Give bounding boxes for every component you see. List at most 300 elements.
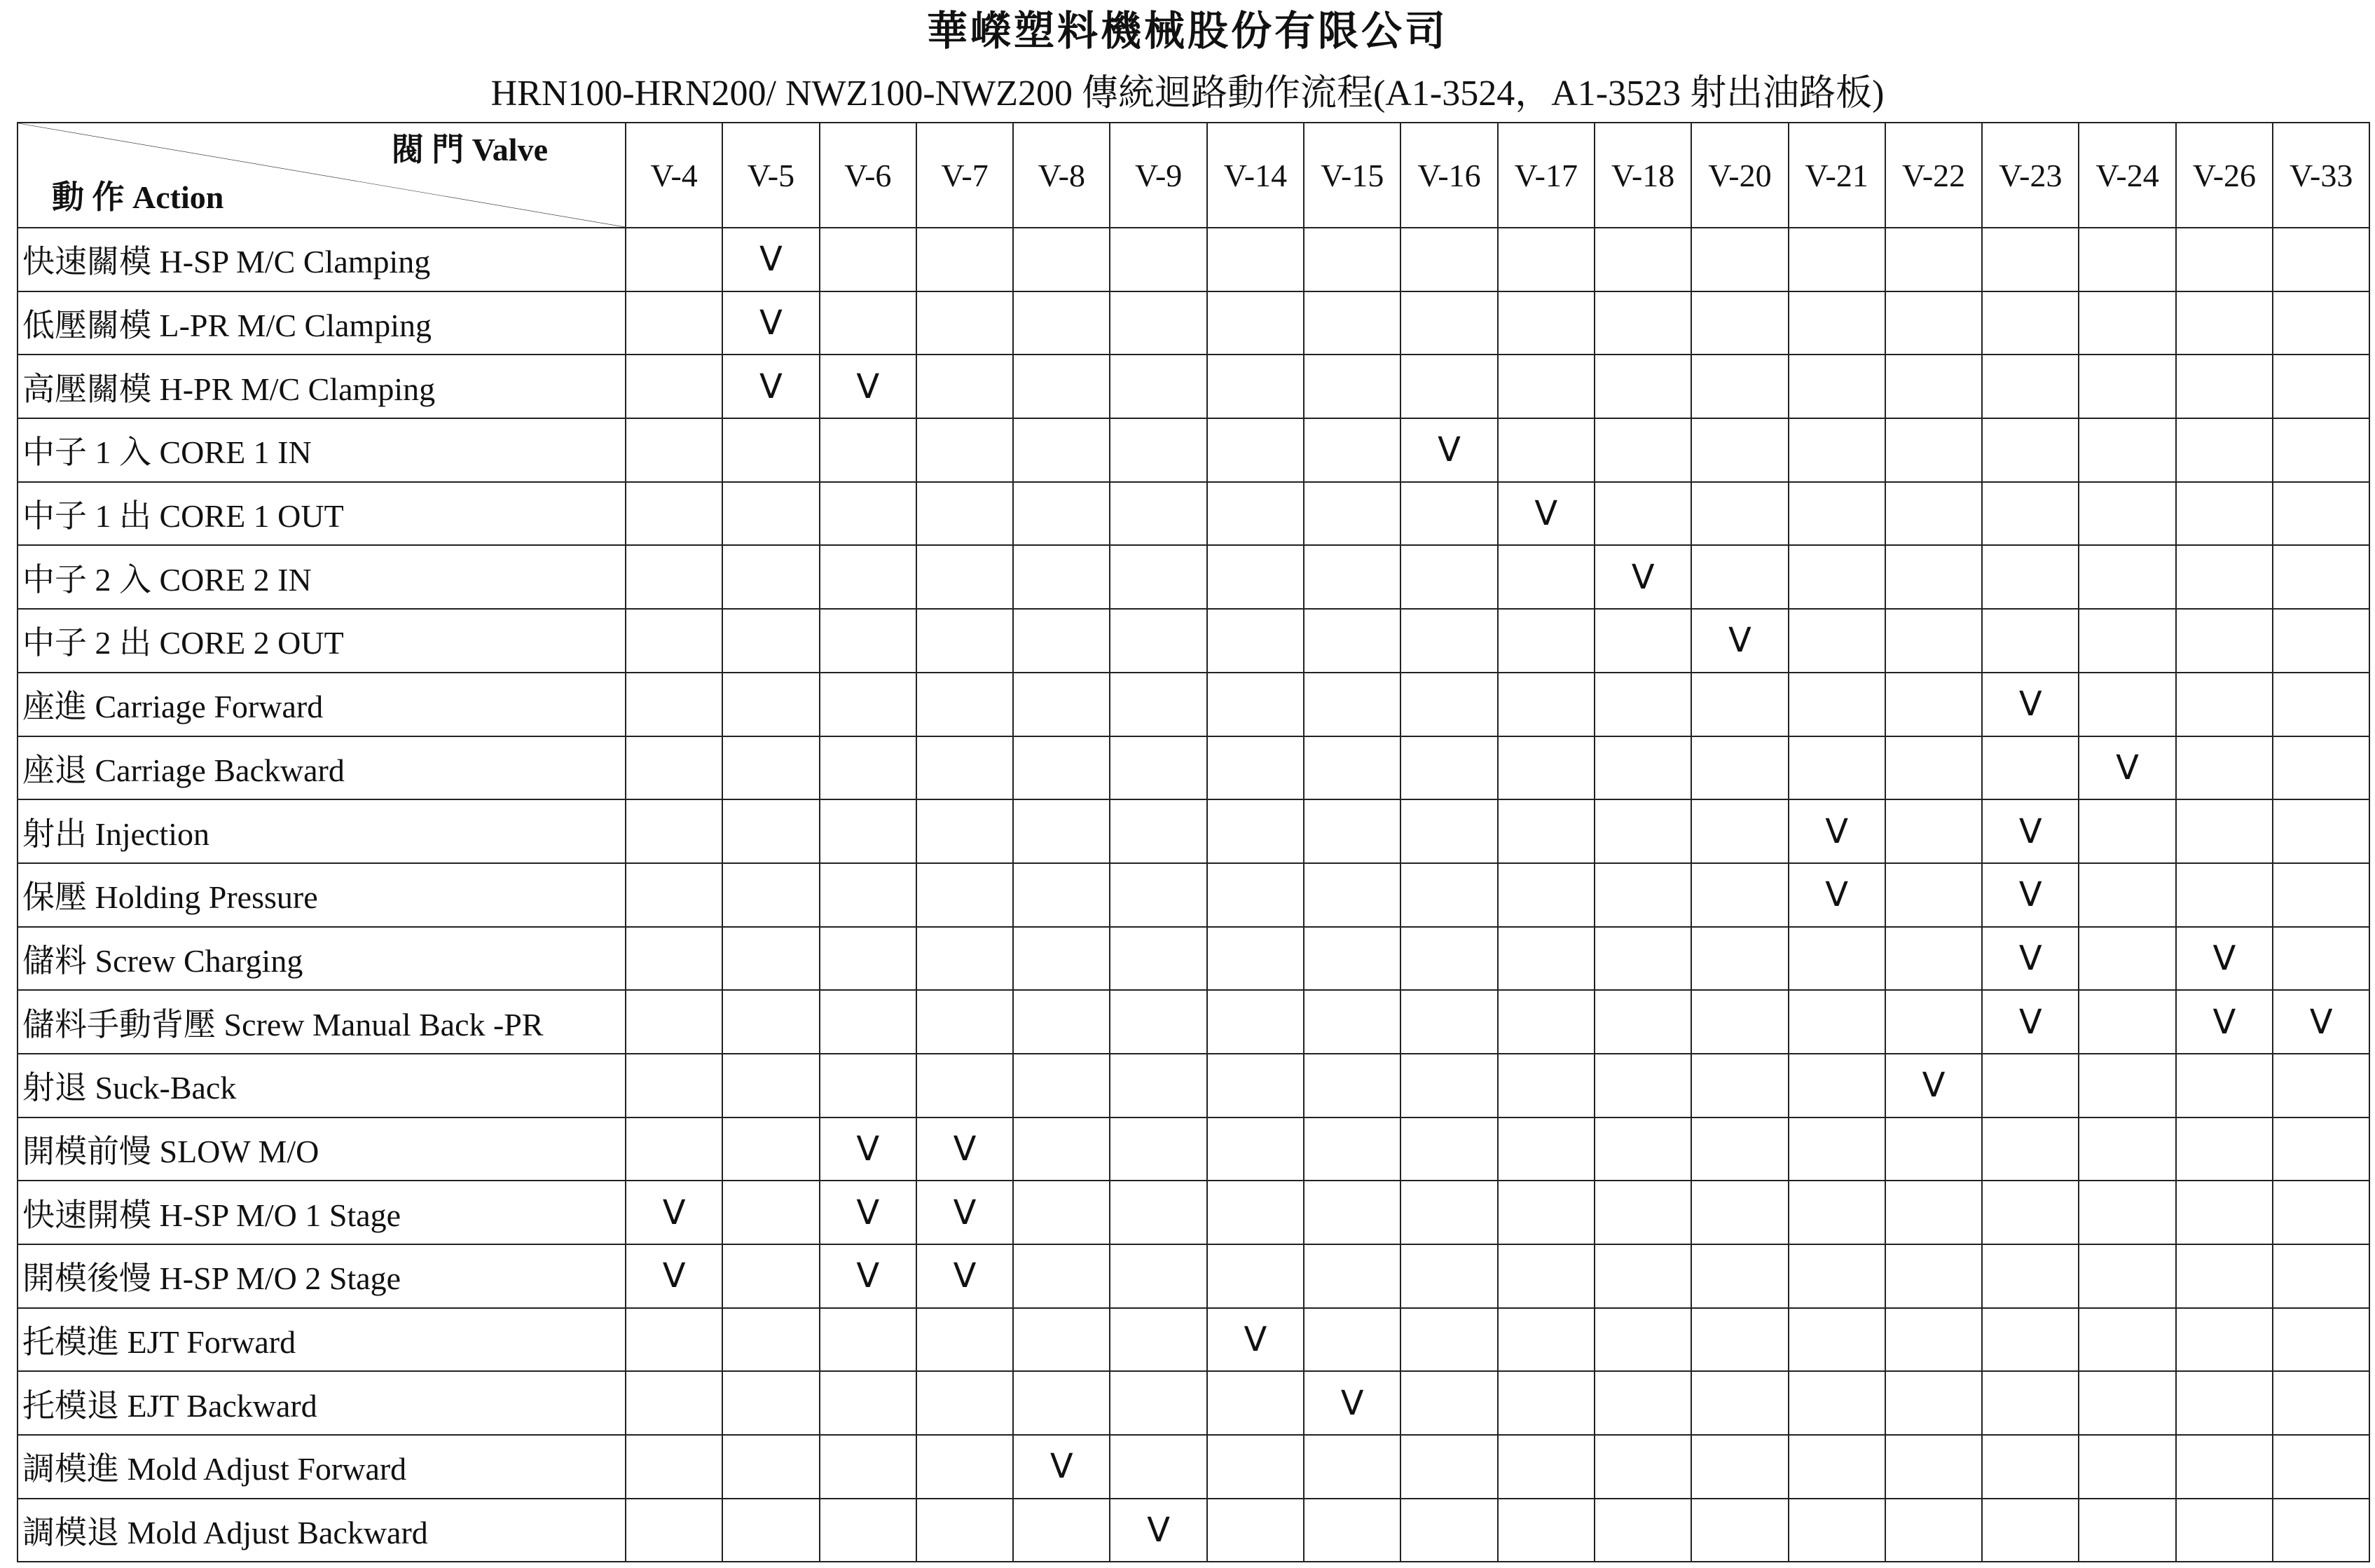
valve-cell-empty xyxy=(820,1371,916,1435)
valve-cell-empty xyxy=(2079,673,2175,736)
valve-cell-empty xyxy=(722,799,819,863)
action-label: 快速開模 H-SP M/O 1 Stage xyxy=(18,1181,626,1244)
valve-cell-empty xyxy=(626,990,722,1054)
valve-cell-empty xyxy=(1013,927,1110,991)
valve-cell-empty xyxy=(820,291,916,355)
valve-cell-empty xyxy=(1013,1181,1110,1244)
valve-cell-empty xyxy=(820,418,916,482)
valve-header-v-6: V-6 xyxy=(820,123,916,228)
valve-cell-empty xyxy=(916,609,1013,673)
valve-header-v-26: V-26 xyxy=(2176,123,2273,228)
action-label: 低壓關模 L-PR M/C Clamping xyxy=(18,291,626,355)
valve-cell-empty xyxy=(1498,863,1595,927)
valve-check-mark: V xyxy=(1982,927,2079,991)
action-label: 托模退 EJT Backward xyxy=(18,1371,626,1435)
action-label: 高壓關模 H-PR M/C Clamping xyxy=(18,355,626,418)
table-row xyxy=(18,927,2369,991)
valve-cell-empty xyxy=(1304,1181,1400,1244)
valve-cell-empty xyxy=(1304,1117,1400,1181)
valve-cell-empty xyxy=(1207,1371,1304,1435)
table-row xyxy=(18,1435,2369,1499)
valve-cell-empty xyxy=(1304,799,1400,863)
valve-cell-empty xyxy=(1789,1244,1885,1308)
valve-cell-empty xyxy=(1400,1499,1497,1562)
valve-cell-empty xyxy=(1595,1244,1691,1308)
valve-cell-empty xyxy=(1885,799,1982,863)
valve-cell-empty xyxy=(1400,291,1497,355)
valve-cell-empty xyxy=(1691,1054,1788,1117)
valve-cell-empty xyxy=(1691,1371,1788,1435)
valve-cell-empty xyxy=(1982,418,2079,482)
valve-check-mark: V xyxy=(1691,609,1788,673)
valve-cell-empty xyxy=(1207,228,1304,291)
valve-cell-empty xyxy=(1013,673,1110,736)
valve-cell-empty xyxy=(1498,1499,1595,1562)
table-row xyxy=(18,990,2369,1054)
valve-cell-empty xyxy=(626,228,722,291)
valve-cell-empty xyxy=(626,1499,722,1562)
valve-cell-empty xyxy=(2176,863,2273,927)
action-label: 中子 2 入 CORE 2 IN xyxy=(18,545,626,609)
valve-cell-empty xyxy=(1595,482,1691,546)
valve-cell-empty xyxy=(2176,1435,2273,1499)
valve-check-mark: V xyxy=(2079,736,2175,800)
valve-cell-empty xyxy=(2079,927,2175,991)
valve-cell-empty xyxy=(1400,1054,1497,1117)
valve-cell-empty xyxy=(722,545,819,609)
valve-cell-empty xyxy=(1110,990,1206,1054)
valve-cell-empty xyxy=(2079,291,2175,355)
valve-cell-empty xyxy=(1400,990,1497,1054)
valve-cell-empty xyxy=(2079,418,2175,482)
valve-cell-empty xyxy=(1013,736,1110,800)
valve-cell-empty xyxy=(1691,863,1788,927)
valve-cell-empty xyxy=(1691,1308,1788,1372)
valve-cell-empty xyxy=(1691,927,1788,991)
valve-cell-empty xyxy=(1789,1181,1885,1244)
valve-header-v-18: V-18 xyxy=(1595,123,1691,228)
action-axis-label: 動 作 Action xyxy=(52,179,224,215)
valve-cell-empty xyxy=(916,927,1013,991)
valve-check-mark: V xyxy=(1207,1308,1304,1372)
valve-cell-empty xyxy=(1207,291,1304,355)
valve-header-v-8: V-8 xyxy=(1013,123,1110,228)
valve-cell-empty xyxy=(1982,1371,2079,1435)
valve-cell-empty xyxy=(1885,1499,1982,1562)
valve-cell-empty xyxy=(1498,1181,1595,1244)
valve-cell-empty xyxy=(1304,1435,1400,1499)
valve-cell-empty xyxy=(1207,482,1304,546)
valve-cell-empty xyxy=(2273,673,2369,736)
valve-cell-empty xyxy=(916,1435,1013,1499)
valve-cell-empty xyxy=(1498,990,1595,1054)
valve-cell-empty xyxy=(2176,291,2273,355)
valve-cell-empty xyxy=(1400,1117,1497,1181)
valve-cell-empty xyxy=(2273,799,2369,863)
valve-cell-empty xyxy=(1498,799,1595,863)
action-label: 開模後慢 H-SP M/O 2 Stage xyxy=(18,1244,626,1308)
valve-cell-empty xyxy=(1013,355,1110,418)
valve-cell-empty xyxy=(1013,1308,1110,1372)
valve-cell-empty xyxy=(2273,418,2369,482)
valve-cell-empty xyxy=(1400,482,1497,546)
action-label: 儲料 Screw Charging xyxy=(18,927,626,991)
valve-check-mark: V xyxy=(2176,990,2273,1054)
valve-cell-empty xyxy=(2176,1117,2273,1181)
valve-cell-empty xyxy=(722,482,819,546)
valve-cell-empty xyxy=(2176,1054,2273,1117)
action-label: 調模退 Mold Adjust Backward xyxy=(18,1499,626,1562)
valve-cell-empty xyxy=(1885,1308,1982,1372)
valve-cell-empty xyxy=(916,1054,1013,1117)
valve-cell-empty xyxy=(626,545,722,609)
valve-cell-empty xyxy=(1789,736,1885,800)
valve-cell-empty xyxy=(1400,1308,1497,1372)
valve-cell-empty xyxy=(1207,673,1304,736)
valve-check-mark: V xyxy=(916,1181,1013,1244)
valve-cell-empty xyxy=(722,1308,819,1372)
action-label: 座進 Carriage Forward xyxy=(18,673,626,736)
valve-check-mark: V xyxy=(1110,1499,1206,1562)
valve-cell-empty xyxy=(2273,482,2369,546)
valve-cell-empty xyxy=(2176,228,2273,291)
valve-cell-empty xyxy=(2079,1054,2175,1117)
valve-cell-empty xyxy=(1789,1435,1885,1499)
valve-header-v-21: V-21 xyxy=(1789,123,1885,228)
valve-cell-empty xyxy=(820,1308,916,1372)
table-row xyxy=(18,673,2369,736)
valve-cell-empty xyxy=(1304,673,1400,736)
valve-cell-empty xyxy=(2273,1117,2369,1181)
valve-cell-empty xyxy=(2079,482,2175,546)
valve-cell-empty xyxy=(1691,418,1788,482)
valve-check-mark: V xyxy=(1982,673,2079,736)
valve-cell-empty xyxy=(1982,1308,2079,1372)
valve-cell-empty xyxy=(1498,1308,1595,1372)
valve-cell-empty xyxy=(1110,418,1206,482)
valve-cell-empty xyxy=(1885,1117,1982,1181)
valve-cell-empty xyxy=(916,545,1013,609)
valve-cell-empty xyxy=(1789,1371,1885,1435)
valve-check-mark: V xyxy=(820,1181,916,1244)
valve-cell-empty xyxy=(626,1308,722,1372)
valve-cell-empty xyxy=(2273,927,2369,991)
valve-cell-empty xyxy=(722,1244,819,1308)
valve-cell-empty xyxy=(626,1117,722,1181)
valve-check-mark: V xyxy=(820,1244,916,1308)
valve-cell-empty xyxy=(722,1181,819,1244)
valve-cell-empty xyxy=(722,736,819,800)
valve-cell-empty xyxy=(626,927,722,991)
valve-cell-empty xyxy=(1691,736,1788,800)
valve-cell-empty xyxy=(2079,1371,2175,1435)
valve-cell-empty xyxy=(1885,673,1982,736)
valve-cell-empty xyxy=(1207,736,1304,800)
valve-cell-empty xyxy=(722,863,819,927)
valve-cell-empty xyxy=(1110,863,1206,927)
valve-cell-empty xyxy=(1013,228,1110,291)
valve-cell-empty xyxy=(722,1499,819,1562)
valve-cell-empty xyxy=(1789,1308,1885,1372)
valve-cell-empty xyxy=(1498,1054,1595,1117)
valve-cell-empty xyxy=(1400,736,1497,800)
valve-cell-empty xyxy=(1595,609,1691,673)
valve-cell-empty xyxy=(1885,1371,1982,1435)
valve-cell-empty xyxy=(2176,355,2273,418)
valve-cell-empty xyxy=(1691,1499,1788,1562)
document-subtitle: HRN100-HRN200/ NWZ100-NWZ200 傳統迴路動作流程(A1-3524，A1-3523 射出油路板) xyxy=(490,74,1885,114)
valve-cell-empty xyxy=(2176,1181,2273,1244)
valve-cell-empty xyxy=(1595,1054,1691,1117)
valve-cell-empty xyxy=(1207,609,1304,673)
valve-cell-empty xyxy=(1304,863,1400,927)
valve-cell-empty xyxy=(1595,1435,1691,1499)
valve-cell-empty xyxy=(1207,1054,1304,1117)
valve-cell-empty xyxy=(1885,482,1982,546)
valve-header-row xyxy=(18,123,2369,228)
valve-cell-empty xyxy=(1110,291,1206,355)
table-row xyxy=(18,482,2369,546)
valve-cell-empty xyxy=(1498,228,1595,291)
valve-cell-empty xyxy=(1595,1371,1691,1435)
valve-cell-empty xyxy=(1789,673,1885,736)
valve-header-v-33: V-33 xyxy=(2273,123,2369,228)
table-row xyxy=(18,291,2369,355)
valve-cell-empty xyxy=(2176,1499,2273,1562)
valve-check-mark: V xyxy=(1789,799,1885,863)
valve-check-mark: V xyxy=(820,355,916,418)
valve-cell-empty xyxy=(626,418,722,482)
valve-cell-empty xyxy=(1691,545,1788,609)
valve-cell-empty xyxy=(1400,1371,1497,1435)
valve-cell-empty xyxy=(1789,545,1885,609)
valve-cell-empty xyxy=(722,418,819,482)
valve-cell-empty xyxy=(1304,545,1400,609)
valve-cell-empty xyxy=(2273,1308,2369,1372)
valve-cell-empty xyxy=(1595,990,1691,1054)
valve-cell-empty xyxy=(1498,1117,1595,1181)
valve-cell-empty xyxy=(2079,863,2175,927)
table-row xyxy=(18,609,2369,673)
valve-cell-empty xyxy=(1498,673,1595,736)
table-row xyxy=(18,1181,2369,1244)
valve-cell-empty xyxy=(1885,355,1982,418)
valve-cell-empty xyxy=(1110,1117,1206,1181)
valve-cell-empty xyxy=(916,990,1013,1054)
valve-cell-empty xyxy=(1207,863,1304,927)
valve-cell-empty xyxy=(1013,1244,1110,1308)
valve-cell-empty xyxy=(1885,418,1982,482)
valve-cell-empty xyxy=(1982,1181,2079,1244)
valve-cell-empty xyxy=(1400,228,1497,291)
valve-cell-empty xyxy=(820,1499,916,1562)
valve-cell-empty xyxy=(1207,927,1304,991)
valve-cell-empty xyxy=(626,1371,722,1435)
valve-cell-empty xyxy=(820,736,916,800)
valve-cell-empty xyxy=(1110,609,1206,673)
valve-cell-empty xyxy=(1304,228,1400,291)
valve-cell-empty xyxy=(1110,1371,1206,1435)
valve-cell-empty xyxy=(1789,228,1885,291)
valve-cell-empty xyxy=(1110,482,1206,546)
table-row xyxy=(18,418,2369,482)
valve-cell-empty xyxy=(2273,545,2369,609)
valve-cell-empty xyxy=(722,673,819,736)
valve-cell-empty xyxy=(2273,609,2369,673)
valve-cell-empty xyxy=(1304,609,1400,673)
valve-cell-empty xyxy=(1789,1117,1885,1181)
valve-cell-empty xyxy=(1304,1308,1400,1372)
valve-cell-empty xyxy=(1595,736,1691,800)
valve-cell-empty xyxy=(1304,990,1400,1054)
valve-header-v-22: V-22 xyxy=(1885,123,1982,228)
valve-cell-empty xyxy=(1885,927,1982,991)
valve-cell-empty xyxy=(2176,799,2273,863)
table-corner-cell xyxy=(18,123,626,228)
valve-cell-empty xyxy=(1789,291,1885,355)
valve-cell-empty xyxy=(1207,545,1304,609)
valve-cell-empty xyxy=(1789,609,1885,673)
valve-cell-empty xyxy=(2176,736,2273,800)
action-label: 調模進 Mold Adjust Forward xyxy=(18,1435,626,1499)
valve-cell-empty xyxy=(1304,1499,1400,1562)
valve-check-mark: V xyxy=(1498,482,1595,546)
valve-cell-empty xyxy=(1691,355,1788,418)
valve-cell-empty xyxy=(1691,1244,1788,1308)
table-row xyxy=(18,228,2369,291)
valve-cell-empty xyxy=(2079,1499,2175,1562)
valve-cell-empty xyxy=(2176,1244,2273,1308)
valve-cell-empty xyxy=(1498,1435,1595,1499)
valve-cell-empty xyxy=(916,1308,1013,1372)
valve-cell-empty xyxy=(626,291,722,355)
valve-cell-empty xyxy=(1982,1054,2079,1117)
valve-cell-empty xyxy=(1110,799,1206,863)
valve-cell-empty xyxy=(820,673,916,736)
valve-check-mark: V xyxy=(1982,863,2079,927)
valve-cell-empty xyxy=(1304,927,1400,991)
valve-cell-empty xyxy=(1691,1117,1788,1181)
valve-cell-empty xyxy=(626,1054,722,1117)
valve-cell-empty xyxy=(2176,482,2273,546)
valve-header-v-16: V-16 xyxy=(1400,123,1497,228)
table-row xyxy=(18,736,2369,800)
valve-cell-empty xyxy=(1304,418,1400,482)
valve-cell-empty xyxy=(1207,799,1304,863)
valve-cell-empty xyxy=(1498,927,1595,991)
valve-cell-empty xyxy=(1691,1435,1788,1499)
valve-cell-empty xyxy=(820,1054,916,1117)
valve-cell-empty xyxy=(2176,609,2273,673)
valve-cell-empty xyxy=(1498,736,1595,800)
table-row xyxy=(18,863,2369,927)
valve-check-mark: V xyxy=(1400,418,1497,482)
valve-check-mark: V xyxy=(1885,1054,1982,1117)
valve-cell-empty xyxy=(1498,291,1595,355)
valve-cell-empty xyxy=(1110,1181,1206,1244)
valve-check-mark: V xyxy=(722,355,819,418)
table-row xyxy=(18,1244,2369,1308)
valve-cell-empty xyxy=(916,673,1013,736)
valve-cell-empty xyxy=(1691,799,1788,863)
valve-cell-empty xyxy=(626,673,722,736)
valve-cell-empty xyxy=(1595,355,1691,418)
valve-cell-empty xyxy=(1207,1499,1304,1562)
valve-cell-empty xyxy=(2176,418,2273,482)
valve-cell-empty xyxy=(1207,1117,1304,1181)
valve-cell-empty xyxy=(820,609,916,673)
valve-cell-empty xyxy=(1013,418,1110,482)
valve-cell-empty xyxy=(2273,1181,2369,1244)
valve-cell-empty xyxy=(1400,927,1497,991)
table-row xyxy=(18,799,2369,863)
valve-cell-empty xyxy=(1304,291,1400,355)
valve-cell-empty xyxy=(1013,1499,1110,1562)
action-label: 中子 2 出 CORE 2 OUT xyxy=(18,609,626,673)
valve-check-mark: V xyxy=(626,1244,722,1308)
valve-cell-empty xyxy=(1304,1054,1400,1117)
valve-cell-empty xyxy=(1789,418,1885,482)
valve-cell-empty xyxy=(1110,927,1206,991)
valve-cell-empty xyxy=(1110,228,1206,291)
valve-cell-empty xyxy=(1595,927,1691,991)
valve-check-mark: V xyxy=(916,1117,1013,1181)
valve-cell-empty xyxy=(1110,1054,1206,1117)
valve-cell-empty xyxy=(1982,482,2079,546)
valve-cell-empty xyxy=(1595,418,1691,482)
valve-cell-empty xyxy=(1013,1054,1110,1117)
valve-cell-empty xyxy=(1595,673,1691,736)
valve-action-table xyxy=(17,122,2370,1562)
valve-check-mark: V xyxy=(1982,799,2079,863)
valve-cell-empty xyxy=(1885,736,1982,800)
valve-cell-empty xyxy=(2079,1435,2175,1499)
table-row xyxy=(18,355,2369,418)
valve-cell-empty xyxy=(1885,545,1982,609)
valve-cell-empty xyxy=(1400,1181,1497,1244)
valve-cell-empty xyxy=(1304,355,1400,418)
valve-cell-empty xyxy=(1110,1308,1206,1372)
valve-cell-empty xyxy=(1207,418,1304,482)
action-label: 中子 1 出 CORE 1 OUT xyxy=(18,482,626,546)
valve-cell-empty xyxy=(2176,545,2273,609)
valve-cell-empty xyxy=(1013,545,1110,609)
valve-cell-empty xyxy=(1885,609,1982,673)
valve-cell-empty xyxy=(1110,1244,1206,1308)
valve-check-mark: V xyxy=(1982,990,2079,1054)
valve-cell-empty xyxy=(626,736,722,800)
valve-cell-empty xyxy=(1885,1181,1982,1244)
valve-cell-empty xyxy=(1691,673,1788,736)
valve-cell-empty xyxy=(1789,1054,1885,1117)
valve-cell-empty xyxy=(1400,673,1497,736)
valve-cell-empty xyxy=(2079,1181,2175,1244)
valve-check-mark: V xyxy=(722,228,819,291)
valve-cell-empty xyxy=(820,545,916,609)
valve-cell-empty xyxy=(1982,545,2079,609)
valve-cell-empty xyxy=(1885,863,1982,927)
valve-cell-empty xyxy=(626,482,722,546)
valve-cell-empty xyxy=(2273,863,2369,927)
valve-cell-empty xyxy=(820,1435,916,1499)
valve-cell-empty xyxy=(722,1054,819,1117)
valve-cell-empty xyxy=(820,863,916,927)
valve-cell-empty xyxy=(916,355,1013,418)
valve-cell-empty xyxy=(1013,1117,1110,1181)
valve-cell-empty xyxy=(626,863,722,927)
valve-cell-empty xyxy=(1789,990,1885,1054)
valve-cell-empty xyxy=(1982,355,2079,418)
